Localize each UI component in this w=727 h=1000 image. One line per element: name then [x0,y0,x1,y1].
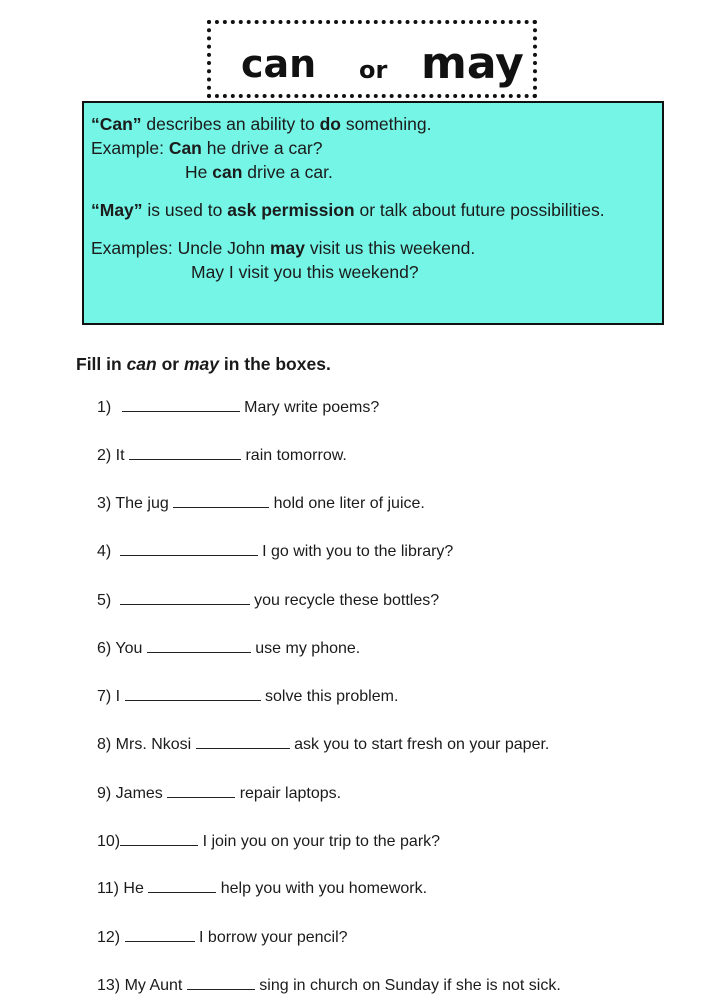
question-10: 10) I join you on your trip to the park? [97,833,441,850]
question-3: 3) The jug hold one liter of juice. [97,495,425,512]
question-8: 8) Mrs. Nkosi ask you to start fresh on your paper. [97,736,550,753]
answer-blank-5[interactable] [120,592,250,605]
instruction: Fill in can or may in the boxes. [76,354,331,374]
answer-blank-13[interactable] [187,977,255,990]
question-4: 4) I go with you to the library? [97,543,454,560]
title-can: can [241,42,317,86]
rule-box [82,101,664,325]
question-9: 9) James repair laptops. [97,785,342,802]
may-definition: “May” is used to ask permission or talk about future possibilities. [91,200,605,220]
title-or: or [359,56,388,84]
title-box [207,20,537,98]
can-example-1: Example: Can he drive a car? [91,138,323,158]
question-13: 13) My Aunt sing in church on Sunday if she is not sick. [97,977,561,994]
question-12: 12) I borrow your pencil? [97,929,348,946]
answer-blank-3[interactable] [173,495,269,508]
question-1: 1) Mary write poems? [97,399,380,416]
answer-blank-11[interactable] [148,880,216,893]
question-6: 6) You use my phone. [97,640,361,657]
answer-blank-2[interactable] [129,447,241,460]
answer-blank-1[interactable] [122,399,240,412]
question-11: 11) He help you with you homework. [97,880,428,897]
question-5: 5) you recycle these bottles? [97,592,440,609]
may-example-1: Examples: Uncle John may visit us this weekend. [91,238,476,258]
may-example-2: May I visit you this weekend? [191,262,419,282]
answer-blank-12[interactable] [125,929,195,942]
answer-blank-10[interactable] [120,833,198,846]
answer-blank-4[interactable] [120,543,258,556]
answer-blank-8[interactable] [196,736,290,749]
question-7: 7) I solve this problem. [97,688,399,705]
can-example-2: He can drive a car. [185,162,333,182]
title-may: may [421,38,524,89]
can-definition: “Can” describes an ability to do something. [91,114,432,134]
question-2: 2) It rain tomorrow. [97,447,347,464]
answer-blank-9[interactable] [167,785,235,798]
answer-blank-7[interactable] [125,688,261,701]
answer-blank-6[interactable] [147,640,251,653]
